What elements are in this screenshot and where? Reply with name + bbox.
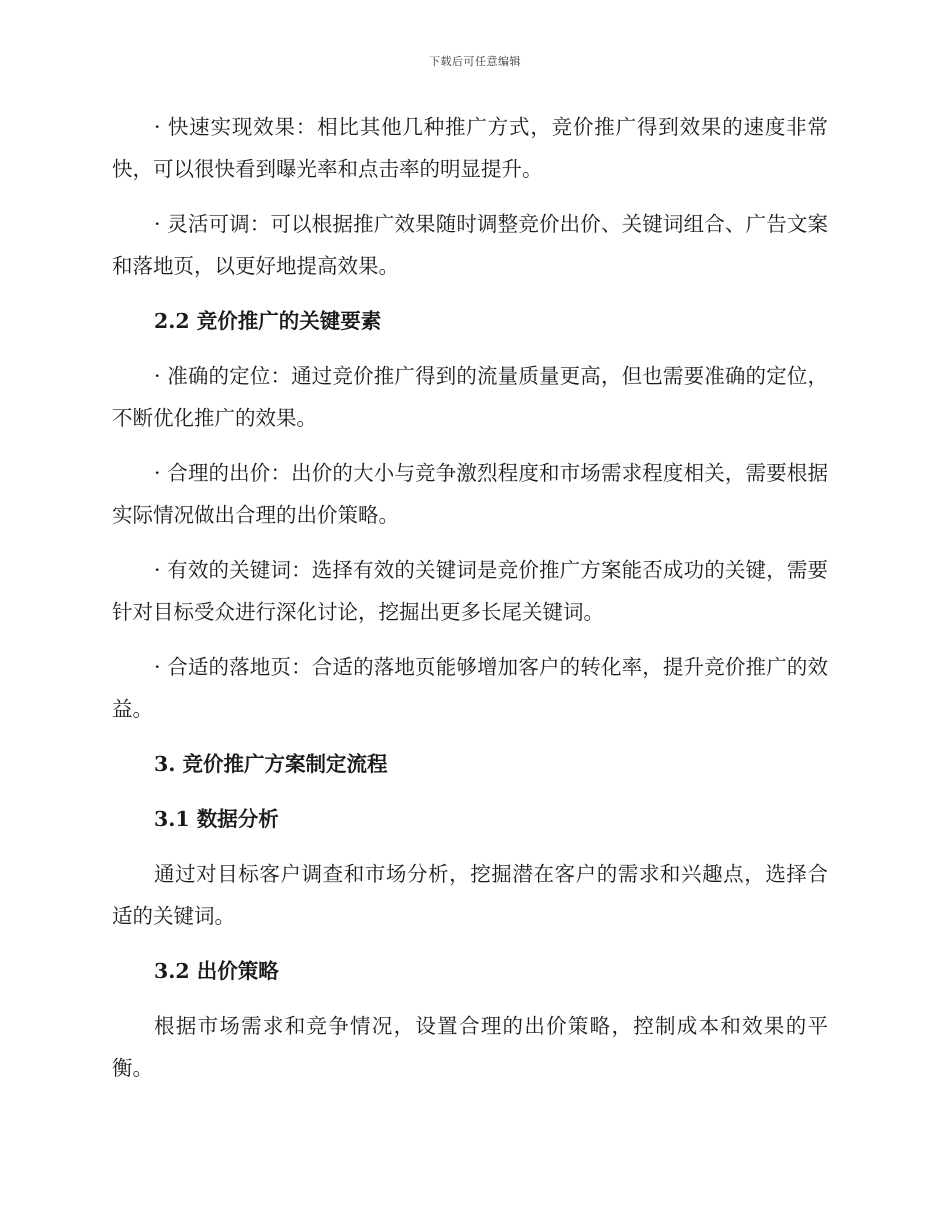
paragraph-bid-strategy: 根据市场需求和竞争情况，设置合理的出价策略，控制成本和效果的平衡。 — [112, 1014, 828, 1080]
section-heading-2-2: 2.2 竞价推广的关键要素 — [154, 309, 382, 333]
paragraph-flexible: · 灵活可调：可以根据推广效果随时调整竞价出价、关键词组合、广告文案和落地页，以更好地提高效果。 — [112, 212, 828, 278]
paragraph-targeting: · 准确的定位：通过竞价推广得到的流量质量更高，但也需要准确的定位，不断优化推广的效果。 — [112, 364, 828, 430]
document-body — [112, 106, 828, 1102]
paragraph-fast-effect: · 快速实现效果：相比其他几种推广方式，竞价推广得到效果的速度非常快，可以很快看到曝光率和点击率的明显提升。 — [112, 115, 828, 181]
paragraph-keywords: · 有效的关键词：选择有效的关键词是竞价推广方案能否成功的关键，需要针对目标受众进行深化讨论，挖掘出更多长尾关键词。 — [112, 558, 828, 624]
paragraph-landing-page: · 合适的落地页：合适的落地页能够增加客户的转化率，提升竞价推广的效益。 — [112, 655, 828, 721]
section-heading-3-1: 3.1 数据分析 — [154, 807, 279, 831]
section-heading-3-2: 3.2 出价策略 — [154, 959, 279, 983]
paragraph-data-analysis: 通过对目标客户调查和市场分析，挖掘潜在客户的需求和兴趣点，选择合适的关键词。 — [112, 862, 828, 928]
section-heading-3: 3. 竞价推广方案制定流程 — [154, 752, 388, 776]
paragraph-bidding: · 合理的出价：出价的大小与竞争激烈程度和市场需求程度相关，需要根据实际情况做出合理的出价策略。 — [112, 461, 828, 527]
header-note: 下载后可任意编辑 — [429, 55, 521, 68]
